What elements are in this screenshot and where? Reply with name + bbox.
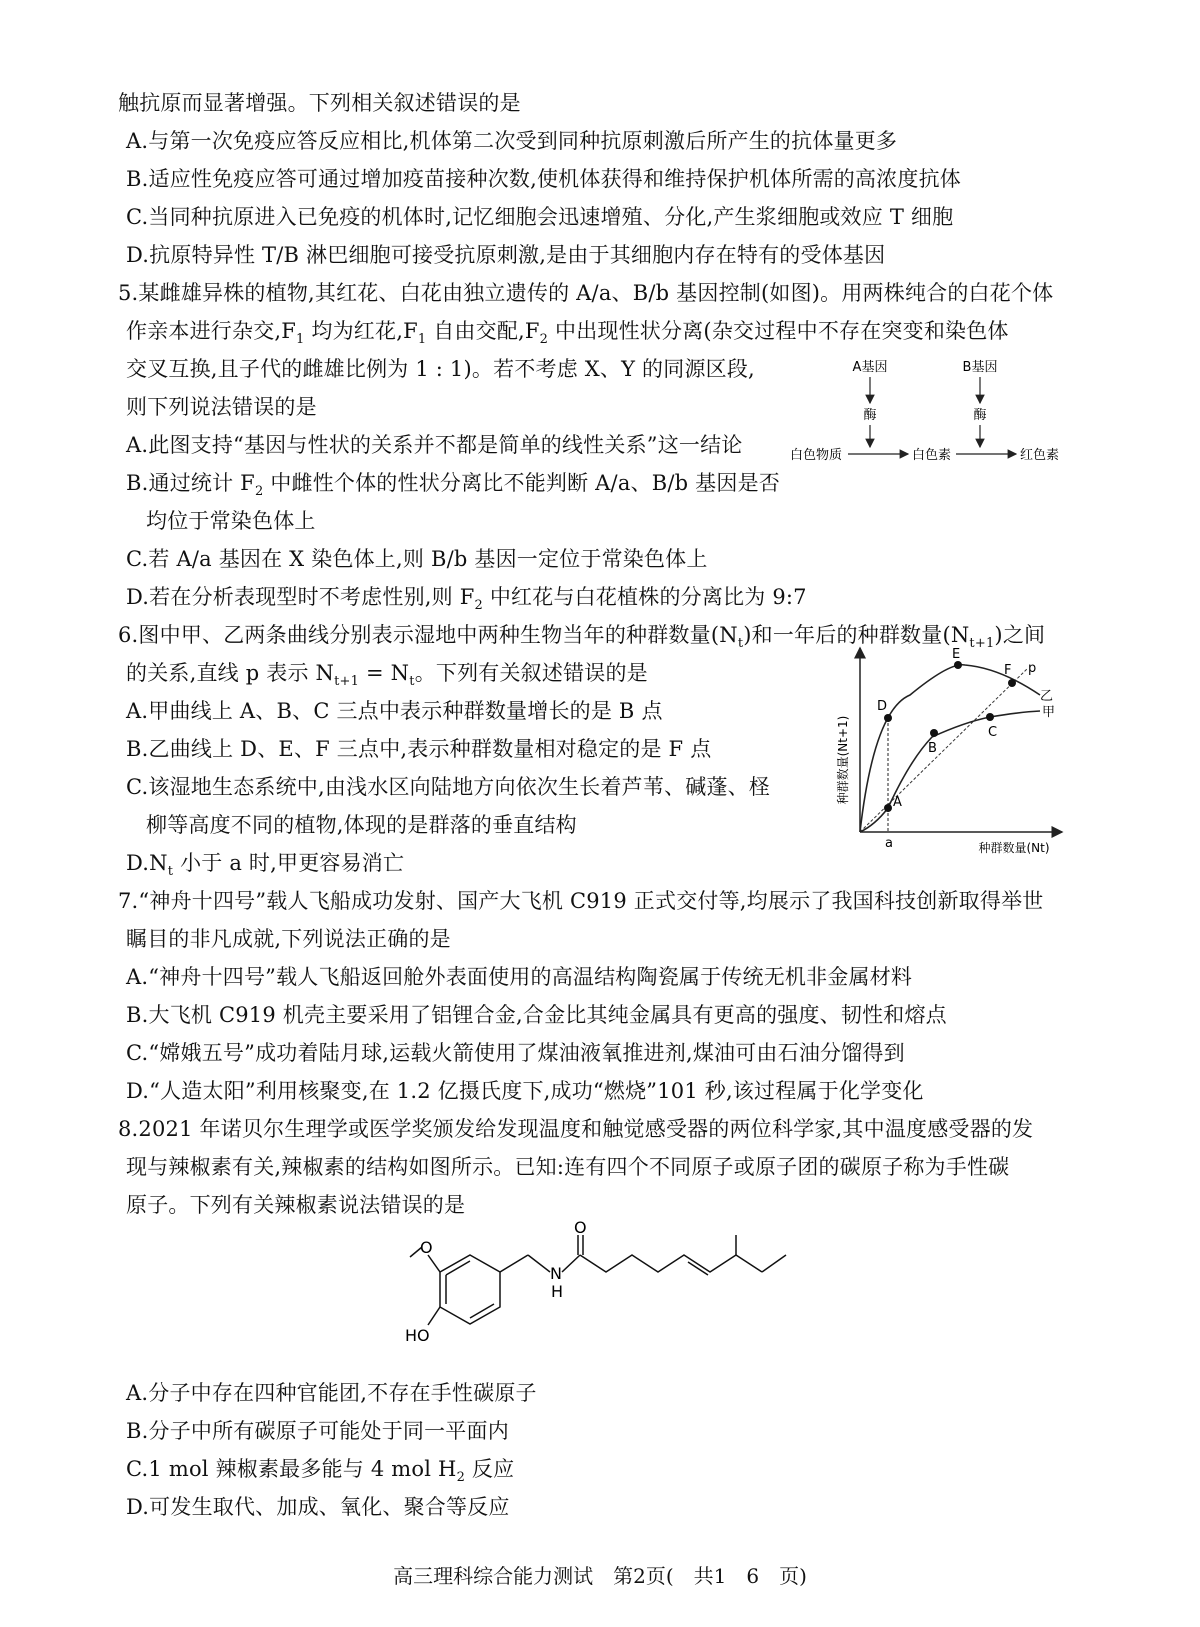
amide-nitrogen: N xyxy=(550,1264,562,1283)
q8-stem-1: 8.2021 年诺贝尔生理学或医学奖颁发给发现温度和触觉感受器的两位科学家,其中温度感受器的发 xyxy=(118,1117,1034,1141)
q4-option-a: A.与第一次免疫应答反应相比,机体第二次受到同种抗原刺激后所产生的抗体量更多 xyxy=(126,129,898,153)
q6-option-c-line2: 柳等高度不同的植物,体现的是群落的垂直结构 xyxy=(146,813,577,837)
q5-gene-pathway-diagram xyxy=(780,355,1080,475)
page-footer: 高三理科综合能力测试 第2页( 共1 6 页) xyxy=(393,1564,807,1588)
q8-option-c: C.1 mol 辣椒素最多能与 4 mol $H_2$ 反应 xyxy=(126,1457,515,1486)
white-substance-label: 白色物质 xyxy=(790,448,843,463)
q4-option-b: B.适应性免疫应答可通过增加疫苗接种次数,使机体获得和维持保护机体所需的高浓度抗体 xyxy=(126,167,961,191)
label-b: B xyxy=(928,741,937,756)
q5-stem-4: 则下列说法错误的是 xyxy=(126,395,317,419)
tick-a: a xyxy=(885,836,893,851)
point-f xyxy=(1008,679,1016,687)
label-d: D xyxy=(877,699,888,714)
curve-jia xyxy=(860,711,1040,832)
red-pigment-label: 红色素 xyxy=(1020,448,1060,463)
q4-option-c: C.当同种抗原进入已免疫的机体时,记忆细胞会迅速增殖、分化,产生浆细胞或效应 T 细胞 xyxy=(126,205,954,229)
q6-option-b: B.乙曲线上 D、E、F 三点中,表示种群数量相对稳定的是 F 点 xyxy=(126,737,712,761)
point-d xyxy=(884,714,892,722)
q8-stem-3: 原子。下列有关辣椒素说法错误的是 xyxy=(126,1193,466,1217)
q7-option-c: C.“嫦娥五号”成功着陆月球,运载火箭使用了煤油液氧推进剂,煤油可由石油分馏得到 xyxy=(126,1041,905,1065)
capsaicin-structure xyxy=(400,1218,800,1355)
point-a xyxy=(884,804,892,812)
gene-b-label: B基因 xyxy=(962,360,998,375)
label-e: E xyxy=(952,647,961,662)
amide-hydrogen: H xyxy=(551,1282,564,1301)
benzyl-bond xyxy=(500,1255,528,1272)
q4-option-d: D.抗原特异性 T/B 淋巴细胞可接受抗原刺激,是由于其细胞内存在特有的受体基因 xyxy=(126,243,886,267)
q5-stem-3: 交叉互换,且子代的雌雄比例为 1 : 1)。若不考虑 X、Y 的同源区段, xyxy=(126,357,755,381)
q5-stem-1: 5.某雌雄异株的植物,其红花、白花由独立遗传的 A/a、B/b 基因控制(如图)。用两株纯合的白花个体 xyxy=(118,281,1054,305)
q7-option-b: B.大飞机 C919 机壳主要采用了铝锂合金,合金比其纯金属具有更高的强度、韧性和熔点 xyxy=(126,1003,947,1027)
enzyme-b-label: 酶 xyxy=(973,408,987,423)
q5-stem-2: 作亲本进行杂交$,F_1$ 均为红花$,F_1$ 自由交配$,F_2$ 中出现性状分离(杂交过程中不存在突变和染色体 xyxy=(126,319,1009,348)
q6-option-a: A.甲曲线上 A、B、C 三点中表示种群数量增长的是 B 点 xyxy=(126,699,663,723)
benzene-ring xyxy=(440,1255,500,1324)
q7-option-a: A.“神舟十四号”载人飞船返回舱外表面使用的高温结构陶瓷属于传统无机非金属材料 xyxy=(126,965,913,989)
q8-option-a: A.分子中存在四种官能团,不存在手性碳原子 xyxy=(126,1381,537,1405)
hydroxyl-group: HO xyxy=(405,1326,430,1345)
q4-stem-end: 触抗原而显著增强。下列相关叙述错误的是 xyxy=(118,91,521,115)
q6-stem-2: 的关系,直线 p 表示 $N_{t+1} = N_t$。下列有关叙述错误的是 xyxy=(126,661,648,690)
q5-option-b-line1: B.通过统计 $F_2$ 中雌性个体的性状分离比不能判断 A/a、B/b 基因是否 xyxy=(126,471,780,500)
q8-option-b: B.分子中所有碳原子可能处于同一平面内 xyxy=(126,1419,509,1443)
gene-a-label: A基因 xyxy=(852,360,888,375)
ring-double-bond-1 xyxy=(446,1261,470,1275)
q5-option-b-line2: 均位于常染色体上 xyxy=(146,509,316,533)
label-a: A xyxy=(893,795,902,810)
methoxy-oxygen: O xyxy=(420,1238,433,1257)
label-c: C xyxy=(988,725,998,740)
q5-option-a: A.此图支持“基因与性状的关系并不都是简单的线性关系”这一结论 xyxy=(126,433,743,457)
q8-stem-2: 现与辣椒素有关,辣椒素的结构如图所示。已知:连有四个不同原子或原子团的碳原子称为手性碳 xyxy=(126,1155,1010,1179)
carbonyl-oxygen: O xyxy=(574,1218,587,1237)
label-p: p xyxy=(1028,661,1037,676)
point-e xyxy=(954,661,962,669)
q6-option-d: $D.N_t$ 小于 a 时,甲更容易消亡 xyxy=(126,851,405,880)
q7-stem-2: 瞩目的非凡成就,下列说法正确的是 xyxy=(126,927,451,951)
label-f: F xyxy=(1004,663,1012,678)
q5-option-d: D.若在分析表现型时不考虑性别,则 $F_2$ 中红花与白花植株的分离比为 9:7 xyxy=(126,585,807,614)
label-jia: 甲 xyxy=(1042,705,1056,720)
label-yi: 乙 xyxy=(1040,689,1054,704)
x-axis-label: 种群数量(Nt) xyxy=(978,841,1050,855)
methoxy-bond xyxy=(428,1255,440,1272)
alkyl-chain xyxy=(580,1255,762,1272)
ch2-n-bond xyxy=(528,1255,550,1272)
q6-stem-1: 6.图中甲、乙两条曲线分别表示湿地中两种生物当年的种群数量$(N_t)$和一年后的种群数量$(N_{t+1})$之间 xyxy=(118,623,1046,652)
ring-double-bond-2 xyxy=(470,1304,494,1318)
enzyme-a-label: 酶 xyxy=(863,408,877,423)
point-c xyxy=(986,713,994,721)
chain-end xyxy=(762,1255,786,1272)
hydroxy-bond xyxy=(428,1307,440,1325)
white-pigment-label: 白色素 xyxy=(912,448,952,463)
q8-option-d: D.可发生取代、加成、氧化、聚合等反应 xyxy=(126,1495,510,1519)
y-axis-label: 种群数量(Nt+1) xyxy=(836,715,850,805)
q6-population-graph xyxy=(830,640,1070,860)
n-carbonyl-bond xyxy=(562,1255,580,1272)
point-b xyxy=(930,729,938,737)
q5-option-c: C.若 A/a 基因在 X 染色体上,则 B/b 基因一定位于常染色体上 xyxy=(126,547,708,571)
q7-stem-1: 7.“神舟十四号”载人飞船成功发射、国产大飞机 C919 正式交付等,均展示了我国科技创新取得举世 xyxy=(118,889,1044,913)
q6-option-c-line1: C.该湿地生态系统中,由浅水区向陆地方向依次生长着芦苇、碱蓬、柽 xyxy=(126,775,771,799)
q7-option-d: D.“人造太阳”利用核聚变,在 1.2 亿摄氏度下,成功“燃烧”101 秒,该过程属于化学变化 xyxy=(126,1079,924,1103)
